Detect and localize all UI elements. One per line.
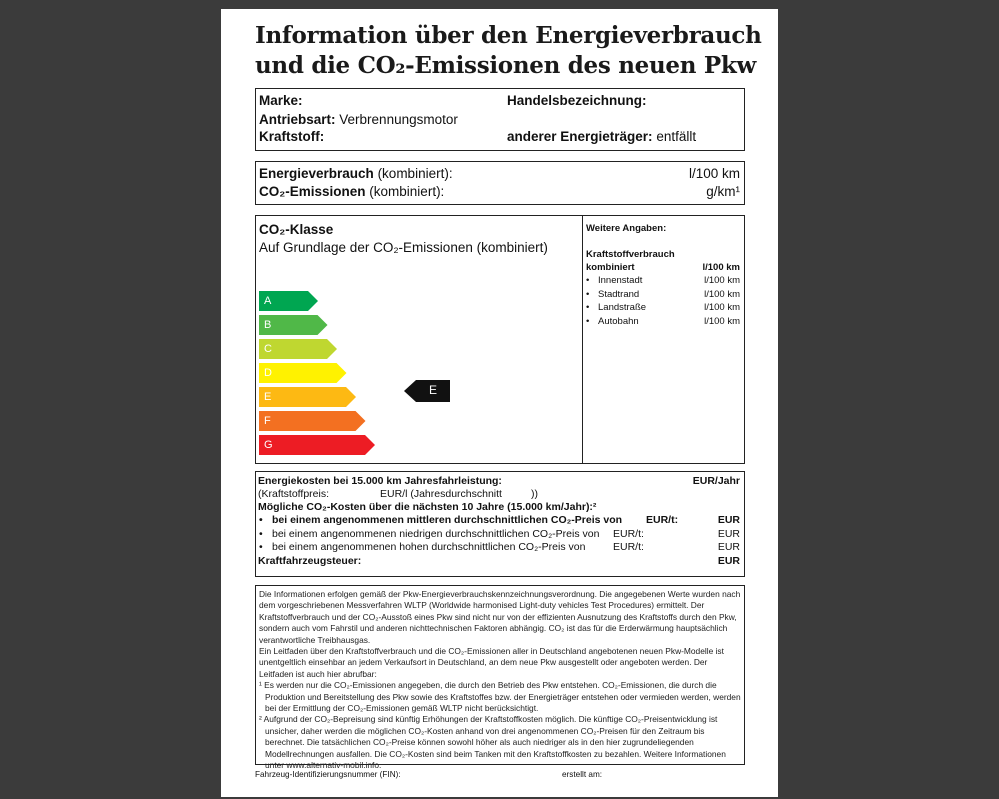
vehicle-info-box — [255, 88, 745, 151]
scenario-price-unit: EUR/t: — [613, 527, 644, 540]
scenario-cost-unit: EUR — [717, 541, 740, 554]
co2-emissionen-suffix: (kombiniert): — [369, 184, 445, 199]
co2-class-arrow-e — [259, 387, 356, 407]
scenario-price-unit: EUR/t: — [613, 541, 644, 554]
bullet-icon: • — [259, 541, 263, 554]
co2-class-arrow-f — [259, 411, 366, 431]
co2-class-letter-g: G — [264, 439, 273, 451]
co2-class-arrow-a — [259, 291, 318, 311]
scenario-text: bei einem angenommenen hohen durchschnittlichen CO₂-Preis von — [272, 541, 586, 554]
bullet-icon: • — [586, 288, 590, 300]
fuel-combined-unit: l/100 km — [702, 262, 740, 273]
current-class-letter: E — [429, 383, 438, 397]
title-line-1: Information über den Energieverbrauch — [255, 22, 762, 49]
fuel-combined-label: kombiniert — [586, 262, 635, 273]
antriebsart-label: Antriebsart: — [259, 112, 336, 127]
footnotes-box — [255, 585, 745, 771]
scenario-text: bei einem angenommenen mittleren durchschnittlichen CO₂-Preis von — [272, 514, 623, 526]
fuel-row-unit: l/100 km — [704, 288, 740, 300]
energieverbrauch-row — [259, 166, 453, 181]
label-document — [221, 9, 778, 797]
bullet-icon: • — [259, 527, 263, 540]
footnote-1: ¹ Es werden nur die CO₂-Emissionen angegeben, die durch den Betrieb des Pkw entstehen. CO₂-Emissionen, die durch die Produktion und Bereitstellung des Pkw sowie des Kraftstoffes bzw. der Energieträger entstehen oder vermieden werden, werden bei der Ermittlung der CO₂-Emissionen gemäß WLTP nicht berücksichtigt. — [259, 680, 741, 714]
document-title — [255, 21, 762, 81]
current-class-marker — [404, 380, 450, 402]
handelsbezeichnung-label: Handelsbezeichnung: — [507, 93, 647, 108]
energieverbrauch-unit: l/100 km — [688, 166, 740, 181]
co2-class-subtitle: Auf Grundlage der CO₂-Emissionen (kombiniert) — [259, 240, 548, 255]
kraftstoff-label: Kraftstoff: — [259, 129, 325, 144]
antriebsart-row — [259, 112, 458, 127]
scenario-price-unit: EUR/t: — [646, 514, 679, 526]
further-info-panel — [583, 216, 744, 463]
kraftfahrzeugsteuer-unit: EUR — [717, 555, 740, 567]
current-class-marker-shape — [404, 380, 450, 402]
footnote-guide: Ein Leitfaden über den Kraftstoffverbrauch und die CO₂-Emissionen aller in Deutschland angebotenen neuen Pkw-Modelle ist unentgeltlich einsehbar an jedem Verkaufsort in Deutschland, an dem neue Pkw ausgestellt oder angeboten werden. Der Leitfaden ist auch hier abrufbar: — [259, 646, 724, 679]
bullet-icon: • — [259, 514, 263, 526]
co2-emissionen-label: CO₂-Emissionen — [259, 184, 366, 199]
co2-class-letter-c: C — [264, 343, 272, 355]
kraftstoffpreis-unit: EUR/l (Jahresdurchschnitt — [380, 488, 502, 500]
kraftfahrzeugsteuer-label: Kraftfahrzeugsteuer: — [258, 555, 362, 567]
anderer-energietraeger-row — [507, 129, 696, 144]
co2-class-arrow-d — [259, 363, 347, 383]
bullet-icon: • — [586, 302, 590, 313]
fuel-consumption-heading: Kraftstoffverbrauch — [586, 249, 675, 260]
co2-kosten-label: Mögliche CO₂-Kosten über die nächsten 10 Jahre (15.000 km/Jahr):² — [258, 501, 597, 513]
co2-class-letter-a: A — [264, 295, 272, 307]
fuel-row-unit: l/100 km — [704, 302, 740, 313]
fin-label: Fahrzeug-Identifizierungsnummer (FIN): — [255, 770, 401, 779]
energiekosten-unit: EUR/Jahr — [692, 475, 740, 487]
co2-class-arrow-b — [259, 315, 328, 335]
title-line-2: und die CO₂-Emissionen des neuen Pkw — [255, 52, 756, 79]
bullet-icon: • — [586, 315, 590, 327]
scenario-cost-unit: EUR — [717, 527, 740, 540]
costs-box — [255, 471, 745, 577]
marke-label: Marke: — [259, 93, 303, 108]
fuel-row-unit: l/100 km — [704, 315, 740, 327]
energiekosten-label: Energiekosten bei 15.000 km Jahresfahrleistung: — [258, 475, 502, 487]
co2-emissionen-unit: g/km¹ — [706, 184, 740, 199]
consumption-box — [255, 161, 745, 205]
energieverbrauch-label: Energieverbrauch — [259, 166, 374, 181]
scenario-cost-unit: EUR — [717, 514, 740, 526]
co2-emissionen-row — [259, 184, 444, 199]
kraftstoffpreis-close: )) — [531, 488, 538, 500]
co2-class-box — [255, 215, 745, 464]
co2-class-panel — [256, 216, 583, 463]
co2-class-letter-f: F — [264, 415, 271, 427]
co2-class-letter-d: D — [264, 367, 272, 379]
fuel-row-label: Innenstadt — [598, 275, 643, 286]
co2-class-letter-e: E — [264, 391, 272, 403]
co2-class-arrow-c — [259, 339, 337, 359]
kraftstoffpreis-label: (Kraftstoffpreis: — [258, 488, 329, 500]
co2-class-title: CO₂-Klasse — [259, 222, 334, 237]
bullet-icon: • — [586, 275, 590, 286]
created-date-label: erstellt am: — [562, 770, 603, 779]
fuel-row-label: Landstraße — [598, 302, 647, 313]
further-info-title: Weitere Angaben: — [586, 223, 667, 234]
fuel-row-unit: l/100 km — [704, 275, 740, 286]
footnote-intro: Die Informationen erfolgen gemäß der Pkw-Energieverbrauchskennzeichnungsverordnung. Die angegebenen Werte wurden nach dem vorgeschriebenen Messverfahren WLTP (Worldwide harmonised Light-duty vehicles Test Procedures) ermittelt. Der Kraftstoffverbrauch und der CO₂-Ausstoß eines Pkw sind nicht nur von der effizienten Ausnutzung des Kraftstoffs durch den Pkw, sondern auch vom Fahrstil und anderen nichttechnischen Faktoren abhängig. CO₂ ist das für die Erderwärmung hauptsächlich verantwortliche Treibhausgas. — [259, 589, 741, 645]
footnote-2: ² Aufgrund der CO₂-Bepreisung sind künftig Erhöhungen der Kraftstoffkosten möglich. Die künftige CO₂-Preisentwicklung ist unsicher, daher werden die möglichen CO₂-Kosten anhand von drei angenommenen CO₂-Preisen für den Zeitraum bis berechnet. Die tatsächlichen CO₂-Preise können sowohl höher als auch niedriger als in den hier zugrundeliegenden Modellrechnungen ausfallen. Die CO₂-Kosten sind beim Tanken mit den Kraftstoffkosten zu bezahlen. Weitere Informationen unter www.alternativ-mobil.info. — [259, 714, 726, 771]
energieverbrauch-suffix: (kombiniert): — [377, 166, 453, 181]
fuel-row-label: Stadtrand — [598, 288, 640, 300]
anderer-energietraeger-label: anderer Energieträger: — [507, 129, 653, 144]
fuel-row-label: Autobahn — [598, 315, 639, 327]
co2-class-arrow-g — [259, 435, 375, 455]
anderer-energietraeger-value: entfällt — [656, 129, 697, 144]
co2-class-letter-b: B — [264, 319, 272, 331]
antriebsart-value: Verbrennungsmotor — [339, 112, 458, 127]
scenario-text: bei einem angenommenen niedrigen durchschnittlichen CO₂-Preis von — [272, 527, 600, 540]
